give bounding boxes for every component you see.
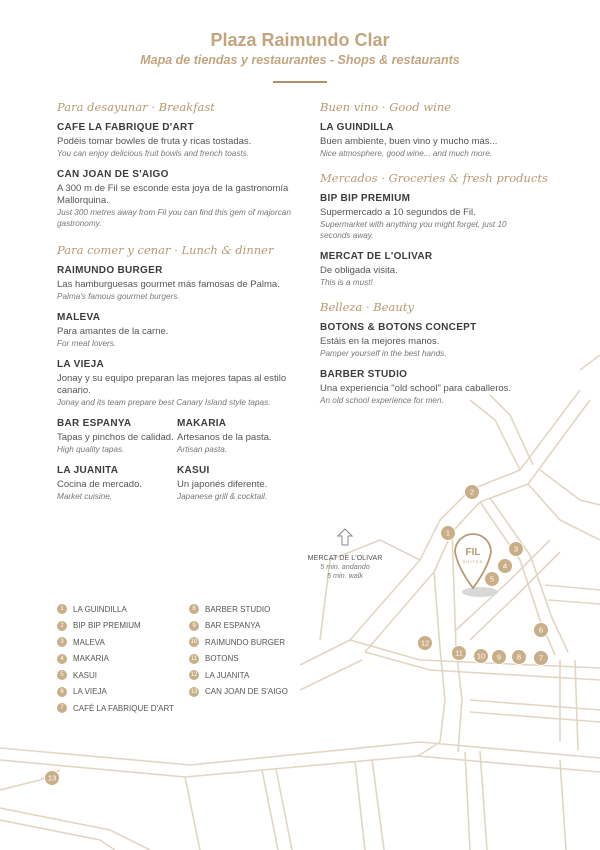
map-marker-10 (474, 649, 489, 664)
place-desc-en: An old school experience for men. (320, 396, 444, 405)
place-name: MAKARIA (177, 418, 227, 429)
list-item (177, 418, 297, 455)
legend-item (189, 669, 319, 681)
place-desc-es: Estáis en la mejores manos. (320, 336, 440, 347)
entry-pair (57, 465, 297, 512)
legend-label: KASUI (73, 670, 98, 680)
category-wine: Buen vino · Good wine (320, 100, 451, 114)
map-marker-number: 12 (420, 638, 430, 648)
category-beauty: Belleza · Beauty (320, 300, 414, 314)
map-legend (57, 603, 319, 714)
legend-item (189, 603, 319, 615)
legend-number-badge: 12 (190, 672, 198, 678)
header-divider (273, 81, 327, 83)
legend-item (189, 686, 319, 698)
map-marker-1 (441, 526, 456, 541)
list-item (320, 251, 535, 288)
legend-number-badge: 1 (57, 604, 67, 614)
hotel-logo: FIL (465, 547, 481, 558)
page-title: Plaza Raimundo Clar (210, 30, 390, 50)
legend-item (57, 702, 189, 714)
map-marker-3 (509, 542, 524, 557)
place-desc-en: Pamper yourself in the best hands. (320, 349, 447, 358)
list-item (57, 359, 297, 408)
place-desc-en: Palma's famous gourmet burgers. (57, 292, 180, 301)
map-marker-number: 1 (445, 528, 451, 538)
legend-number-badge: 2 (57, 621, 67, 631)
map-marker-number: 7 (538, 653, 544, 663)
legend-item (57, 603, 189, 615)
legend-label: LA GUINDILLA (73, 604, 127, 614)
legend-label: BOTONS (205, 654, 239, 663)
place-name: BARBER STUDIO (320, 369, 408, 380)
legend-label: MAKARIA (73, 654, 110, 663)
legend-number-badge: 7 (57, 703, 67, 713)
map-marker-number: 3 (513, 544, 519, 554)
category-groceries: Mercados · Groceries & fresh products (320, 171, 548, 185)
place-name: MERCAT DE L'OLIVAR (320, 251, 433, 262)
legend-item (189, 636, 319, 648)
map-marker-11 (452, 646, 467, 661)
legend-item (57, 686, 189, 698)
legend-label: LA JUANITA (205, 670, 250, 680)
legend-number-badge: 4 (57, 654, 67, 664)
legend-number-badge: 11 (190, 655, 198, 662)
legend-number-badge: 9 (189, 621, 199, 631)
legend-item (57, 636, 189, 648)
legend-label: CAN JOAN DE S'AIGO (205, 687, 288, 696)
map-marker-7 (534, 651, 549, 666)
place-name: LA JUANITA (57, 465, 119, 476)
direction-mercat (300, 528, 390, 580)
map-marker-number: 2 (469, 487, 475, 497)
list-item (57, 169, 297, 229)
list-item (57, 122, 297, 159)
legend-number-badge: 5 (57, 670, 67, 680)
right-column (320, 100, 548, 416)
legend-label: CAFÉ LA FABRIQUE D'ART (73, 703, 174, 713)
place-desc-es: De obligada visita. (320, 265, 398, 276)
legend-number-badge: 10 (190, 639, 198, 645)
direction-es: 5 min. andando (320, 562, 370, 571)
place-desc-es: Un japonés diferente. (177, 479, 268, 490)
legend-number-badge: 8 (189, 604, 199, 614)
place-name: BAR ESPANYA (57, 418, 132, 429)
place-desc-es: Las hamburguesas gourmet más famosas de Palma. (57, 279, 280, 290)
map-marker-number: 8 (516, 652, 522, 662)
legend-label: BAR ESPANYA (205, 621, 261, 630)
legend-label: BARBER STUDIO (205, 604, 271, 614)
legend-item (57, 669, 189, 681)
place-name: CAFE LA FABRIQUE D'ART (57, 122, 194, 133)
place-desc-es: Artesanos de la pasta. (177, 432, 272, 443)
map-marker-12 (418, 636, 433, 651)
place-name: BIP BIP PREMIUM (320, 193, 411, 204)
list-item (320, 122, 535, 159)
place-desc-en: Market cuisine. (57, 492, 113, 501)
direction-label: MERCAT DE L'OLIVAR (307, 553, 383, 562)
place-desc-en: For meat lovers. (57, 339, 117, 348)
map-marker-5 (485, 572, 500, 587)
map-marker-number: 4 (502, 561, 508, 571)
list-item (57, 418, 177, 455)
legend-label: MALEVA (73, 637, 105, 647)
place-desc-en: You can enjoy delicious fruit bowls and french toasts. (57, 149, 250, 158)
legend-item (189, 653, 319, 665)
category-breakfast: Para desayunar · Breakfast (57, 100, 215, 114)
list-item (320, 193, 535, 241)
list-item (320, 369, 535, 406)
place-desc-es: Para amantes de la carne. (57, 326, 169, 337)
place-desc-es: Podéis tomar bowles de fruta y ricas tostadas. (57, 136, 252, 147)
list-item (57, 465, 177, 502)
place-name: MALEVA (57, 312, 101, 323)
map-marker-number: 5 (489, 574, 495, 584)
map-marker-number: 13 (47, 773, 57, 783)
legend-number-badge: 6 (57, 687, 67, 697)
place-desc-es: Supermercado a 10 segundos de Fil. (320, 207, 476, 218)
legend-item (57, 653, 189, 665)
map-marker-number: 9 (496, 652, 502, 662)
place-desc-es: Una experiencia "old school" para caballeros. (320, 383, 512, 394)
list-item (57, 265, 297, 302)
place-desc-en: Just 300 metres away from Fil you can find this gem of majorcan gastronomy. (57, 208, 291, 228)
legend-number-badge: 13 (190, 688, 198, 695)
place-desc-es: Cocina de mercado. (57, 479, 143, 490)
map-marker-13 (45, 771, 60, 786)
list-item (57, 312, 297, 349)
place-name: KASUI (177, 465, 210, 476)
place-desc-es: Tapas y pinchos de calidad. (57, 432, 174, 443)
legend-item (57, 620, 189, 632)
place-desc-en: Artisan pasta. (177, 445, 228, 454)
list-item (177, 465, 297, 502)
place-desc-en: This is a must! (320, 278, 373, 287)
place-desc-es: Buen ambiente, buen vino y mucho más... (320, 136, 498, 147)
map-marker-2 (465, 485, 480, 500)
place-desc-es: A 300 m de Fil se esconde esta joya de la gastronomía Mallorquina. (57, 183, 289, 206)
map-marker-number: 11 (455, 648, 463, 658)
legend-number-badge: 3 (57, 637, 67, 647)
map-marker-number: 6 (538, 625, 544, 635)
map-marker-6 (534, 623, 549, 638)
entry-pair (57, 418, 297, 465)
map-marker-8 (512, 650, 527, 665)
place-name: RAIMUNDO BURGER (57, 265, 163, 276)
place-name: BOTONS & BOTONS CONCEPT (320, 322, 477, 333)
hotel-logo-sub: SUITES (462, 559, 484, 564)
map-marker-9 (492, 650, 507, 665)
map-marker-number: 10 (476, 651, 486, 661)
legend-item (189, 620, 319, 632)
arrow-up-icon (337, 528, 353, 546)
place-desc-en: Japanese grill & cocktail. (177, 492, 268, 501)
hotel-location-pin (455, 534, 498, 597)
list-item (320, 322, 535, 359)
place-desc-en: Supermarket with anything you might forget, just 10 seconds away. (320, 220, 507, 240)
legend-label: LA VIEJA (73, 687, 107, 696)
place-desc-en: Jonay and its team prepare best Canary Island style tapas. (57, 398, 271, 407)
place-name: CAN JOAN DE S'AIGO (57, 169, 169, 180)
category-lunch: Para comer y cenar · Lunch & dinner (57, 243, 274, 257)
legend-label: RAIMUNDO BURGER (205, 637, 286, 647)
direction-en: 5 min. walk (327, 571, 363, 580)
place-desc-en: High quality tapas. (57, 445, 125, 454)
place-desc-en: Nice atmosphere, good wine... and much more. (320, 149, 493, 158)
page-subtitle: Mapa de tiendas y restaurantes - Shops & restaurants (140, 53, 460, 67)
place-desc-es: Jonay y su equipo preparan las mejores tapas al estilo canario. (57, 373, 287, 396)
left-column (57, 100, 297, 512)
page-header (0, 30, 600, 83)
place-name: LA GUINDILLA (320, 122, 394, 133)
place-name: LA VIEJA (57, 359, 105, 370)
map-marker-4 (498, 559, 513, 574)
legend-label: BIP BIP PREMIUM (73, 621, 141, 630)
